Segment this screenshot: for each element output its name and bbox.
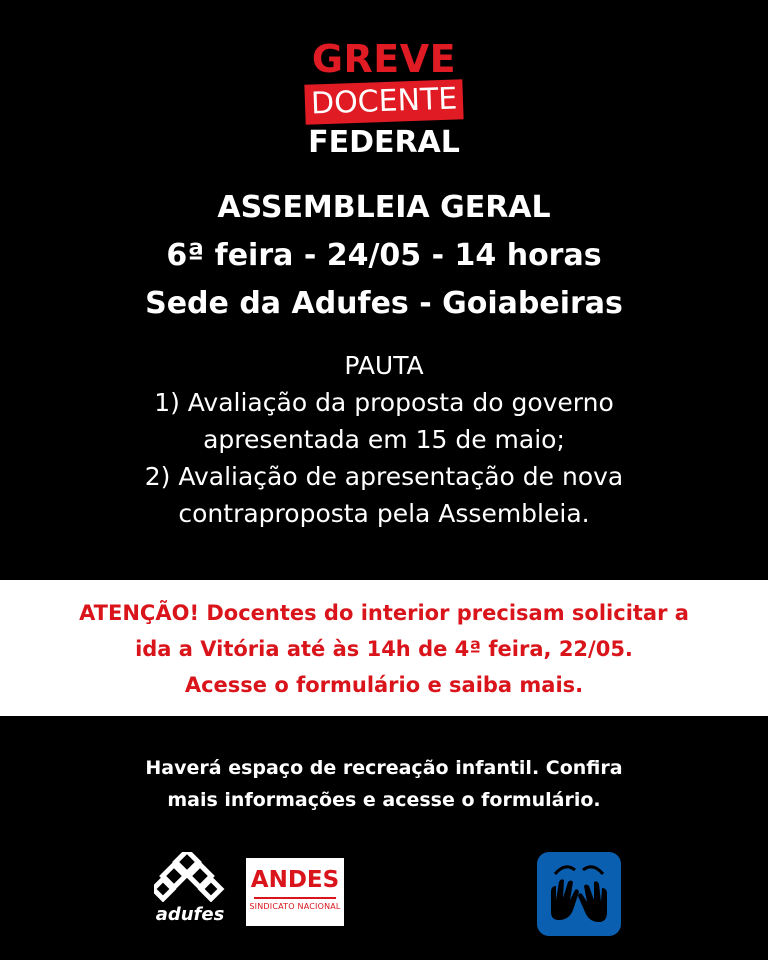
agenda-line: 1) Avaliação da proposta do governo — [154, 388, 614, 417]
adufes-label: adufes — [155, 904, 225, 925]
event-date: 6ª feira - 24/05 - 14 horas — [166, 238, 602, 273]
attention-line: ida a Vitória até às 14h de 4ª feira, 22/05. — [135, 637, 633, 661]
andes-divider — [254, 897, 336, 899]
agenda-heading: PAUTA — [344, 351, 424, 380]
logo-docente: DOCENTE — [304, 79, 464, 125]
childcare-note — [0, 752, 768, 816]
andes-logo — [246, 858, 344, 926]
event-place: Sede da Adufes - Goiabeiras — [145, 286, 623, 321]
andes-subtitle: SINDICATO NACIONAL — [249, 902, 341, 911]
hands-icon — [537, 852, 621, 936]
agenda — [0, 347, 768, 532]
sign-language-icon — [537, 852, 621, 936]
logo-greve: GREVE — [311, 37, 457, 81]
agenda-line: contraproposta pela Assembleia. — [178, 499, 590, 528]
andes-name: ANDES — [250, 867, 340, 893]
agenda-line: 2) Avaliação de apresentação de nova — [144, 462, 624, 491]
agenda-line: apresentada em 15 de maio; — [203, 425, 565, 454]
logo-federal: FEDERAL — [308, 125, 460, 160]
greve-docente-federal-logo — [0, 37, 768, 160]
adufes-logo — [150, 852, 230, 925]
note-line: Haverá espaço de recreação infantil. Confira — [145, 757, 623, 779]
event-title: ASSEMBLEIA GERAL — [217, 190, 551, 225]
attention-line: Acesse o formulário e saiba mais. — [184, 673, 584, 697]
note-line: mais informações e acesse o formulário. — [167, 789, 601, 811]
attention-line: ATENÇÃO! Docentes do interior precisam solicitar a — [79, 601, 689, 625]
event-headline — [0, 184, 768, 328]
attention-banner[interactable] — [0, 580, 768, 716]
adufes-emblem-icon — [154, 852, 226, 902]
